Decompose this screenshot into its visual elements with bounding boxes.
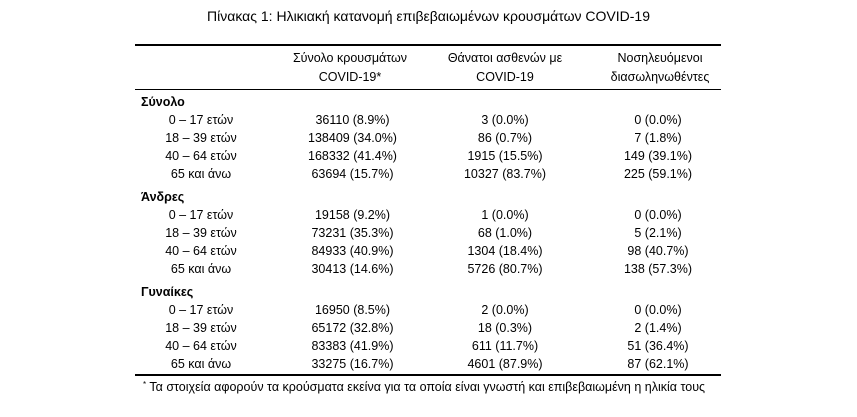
table-row <box>0 111 857 129</box>
intubated-cell: 51 (36.4%) <box>627 339 689 353</box>
age-label: 40 – 64 ετών <box>165 339 237 353</box>
deaths-cell: 10327 (83.7%) <box>463 167 546 181</box>
header-deaths-line1: Θάνατοι ασθενών με <box>447 51 563 65</box>
age-label: 0 – 17 ετών <box>168 113 234 127</box>
table-caption: Πίνακας 1: Ηλικιακή κατανομή επιβεβαιωμένων κρουσμάτων COVID-19 <box>207 8 650 24</box>
header-intubated-line2: διασωληνωθέντες <box>610 70 710 84</box>
intubated-cell: 138 (57.3%) <box>623 262 693 276</box>
intubated-cell: 225 (59.1%) <box>623 167 693 181</box>
deaths-cell: 1304 (18.4%) <box>467 244 543 258</box>
table-row <box>0 337 857 355</box>
deaths-cell: 4601 (87.9%) <box>467 357 543 371</box>
cases-cell: 84933 (40.9%) <box>311 244 394 258</box>
table-row <box>0 129 857 147</box>
table-row <box>0 165 857 183</box>
age-label: 65 και άνω <box>170 262 232 276</box>
table-row <box>0 224 857 242</box>
footnote <box>143 378 705 396</box>
intubated-cell: 7 (1.8%) <box>634 131 682 145</box>
cases-cell: 36110 (8.9%) <box>315 113 390 127</box>
header-deaths-line2: COVID-19 <box>476 70 534 84</box>
top-rule <box>135 44 721 46</box>
cases-cell: 33275 (16.7%) <box>311 357 394 371</box>
table-row <box>0 147 857 165</box>
cases-cell: 16950 (8.5%) <box>314 303 391 317</box>
header-total-cases-line2: COVID-19* <box>318 70 382 84</box>
deaths-cell: 1 (0.0%) <box>481 208 529 222</box>
deaths-cell: 18 (0.3%) <box>477 321 533 335</box>
table-row <box>0 319 857 337</box>
deaths-cell: 611 (11.7%) <box>471 339 539 353</box>
intubated-cell: 0 (0.0%) <box>634 303 682 317</box>
footnote-mark: * <box>143 380 147 389</box>
header-total-cases <box>275 49 425 87</box>
cases-cell: 30413 (14.6%) <box>311 262 394 276</box>
age-label: 18 – 39 ετών <box>165 321 237 335</box>
group-title-total: Σύνολο <box>141 95 185 109</box>
cases-cell: 63694 (15.7%) <box>311 167 394 181</box>
table-row <box>0 355 857 373</box>
age-label: 40 – 64 ετών <box>165 244 237 258</box>
bottom-rule <box>135 374 721 376</box>
group-title-men: Άνδρες <box>141 190 185 204</box>
header-rule <box>135 89 721 90</box>
header-intubated-line1: Νοσηλευόμενοι <box>617 51 703 65</box>
age-label: 18 – 39 ετών <box>165 131 237 145</box>
deaths-cell: 3 (0.0%) <box>481 113 529 127</box>
age-label: 0 – 17 ετών <box>168 208 234 222</box>
header-deaths <box>430 49 580 87</box>
deaths-cell: 86 (0.7%) <box>477 131 533 145</box>
header-intubated <box>580 49 740 87</box>
intubated-cell: 98 (40.7%) <box>627 244 689 258</box>
deaths-cell: 2 (0.0%) <box>481 303 529 317</box>
age-label: 65 και άνω <box>170 357 232 371</box>
deaths-cell: 68 (1.0%) <box>477 226 533 240</box>
deaths-cell: 1915 (15.5%) <box>467 149 543 163</box>
age-label: 65 και άνω <box>170 167 232 181</box>
footnote-text: Τα στοιχεία αφορούν τα κρούσματα εκείνα για τα οποία είναι γνωστή και επιβεβαιωμένη η ηλικία τους <box>146 380 706 394</box>
table-row <box>0 301 857 319</box>
header-total-cases-line1: Σύνολο κρουσμάτων <box>292 51 408 65</box>
intubated-cell: 0 (0.0%) <box>634 208 682 222</box>
intubated-cell: 5 (2.1%) <box>634 226 682 240</box>
cases-cell: 168332 (41.4%) <box>308 149 397 163</box>
age-label: 18 – 39 ετών <box>165 226 237 240</box>
intubated-cell: 2 (1.4%) <box>634 321 682 335</box>
intubated-cell: 0 (0.0%) <box>634 113 682 127</box>
cases-cell: 65172 (32.8%) <box>311 321 394 335</box>
group-title-women: Γυναίκες <box>141 285 194 299</box>
intubated-cell: 87 (62.1%) <box>627 357 689 371</box>
age-label: 40 – 64 ετών <box>165 149 237 163</box>
cases-cell: 19158 (9.2%) <box>314 208 391 222</box>
age-label: 0 – 17 ετών <box>168 303 234 317</box>
intubated-cell: 149 (39.1%) <box>623 149 693 163</box>
cases-cell: 83383 (41.9%) <box>311 339 394 353</box>
table-row <box>0 260 857 278</box>
deaths-cell: 5726 (80.7%) <box>467 262 543 276</box>
table-row <box>0 242 857 260</box>
table-row <box>0 206 857 224</box>
cases-cell: 138409 (34.0%) <box>308 131 397 145</box>
cases-cell: 73231 (35.3%) <box>311 226 394 240</box>
